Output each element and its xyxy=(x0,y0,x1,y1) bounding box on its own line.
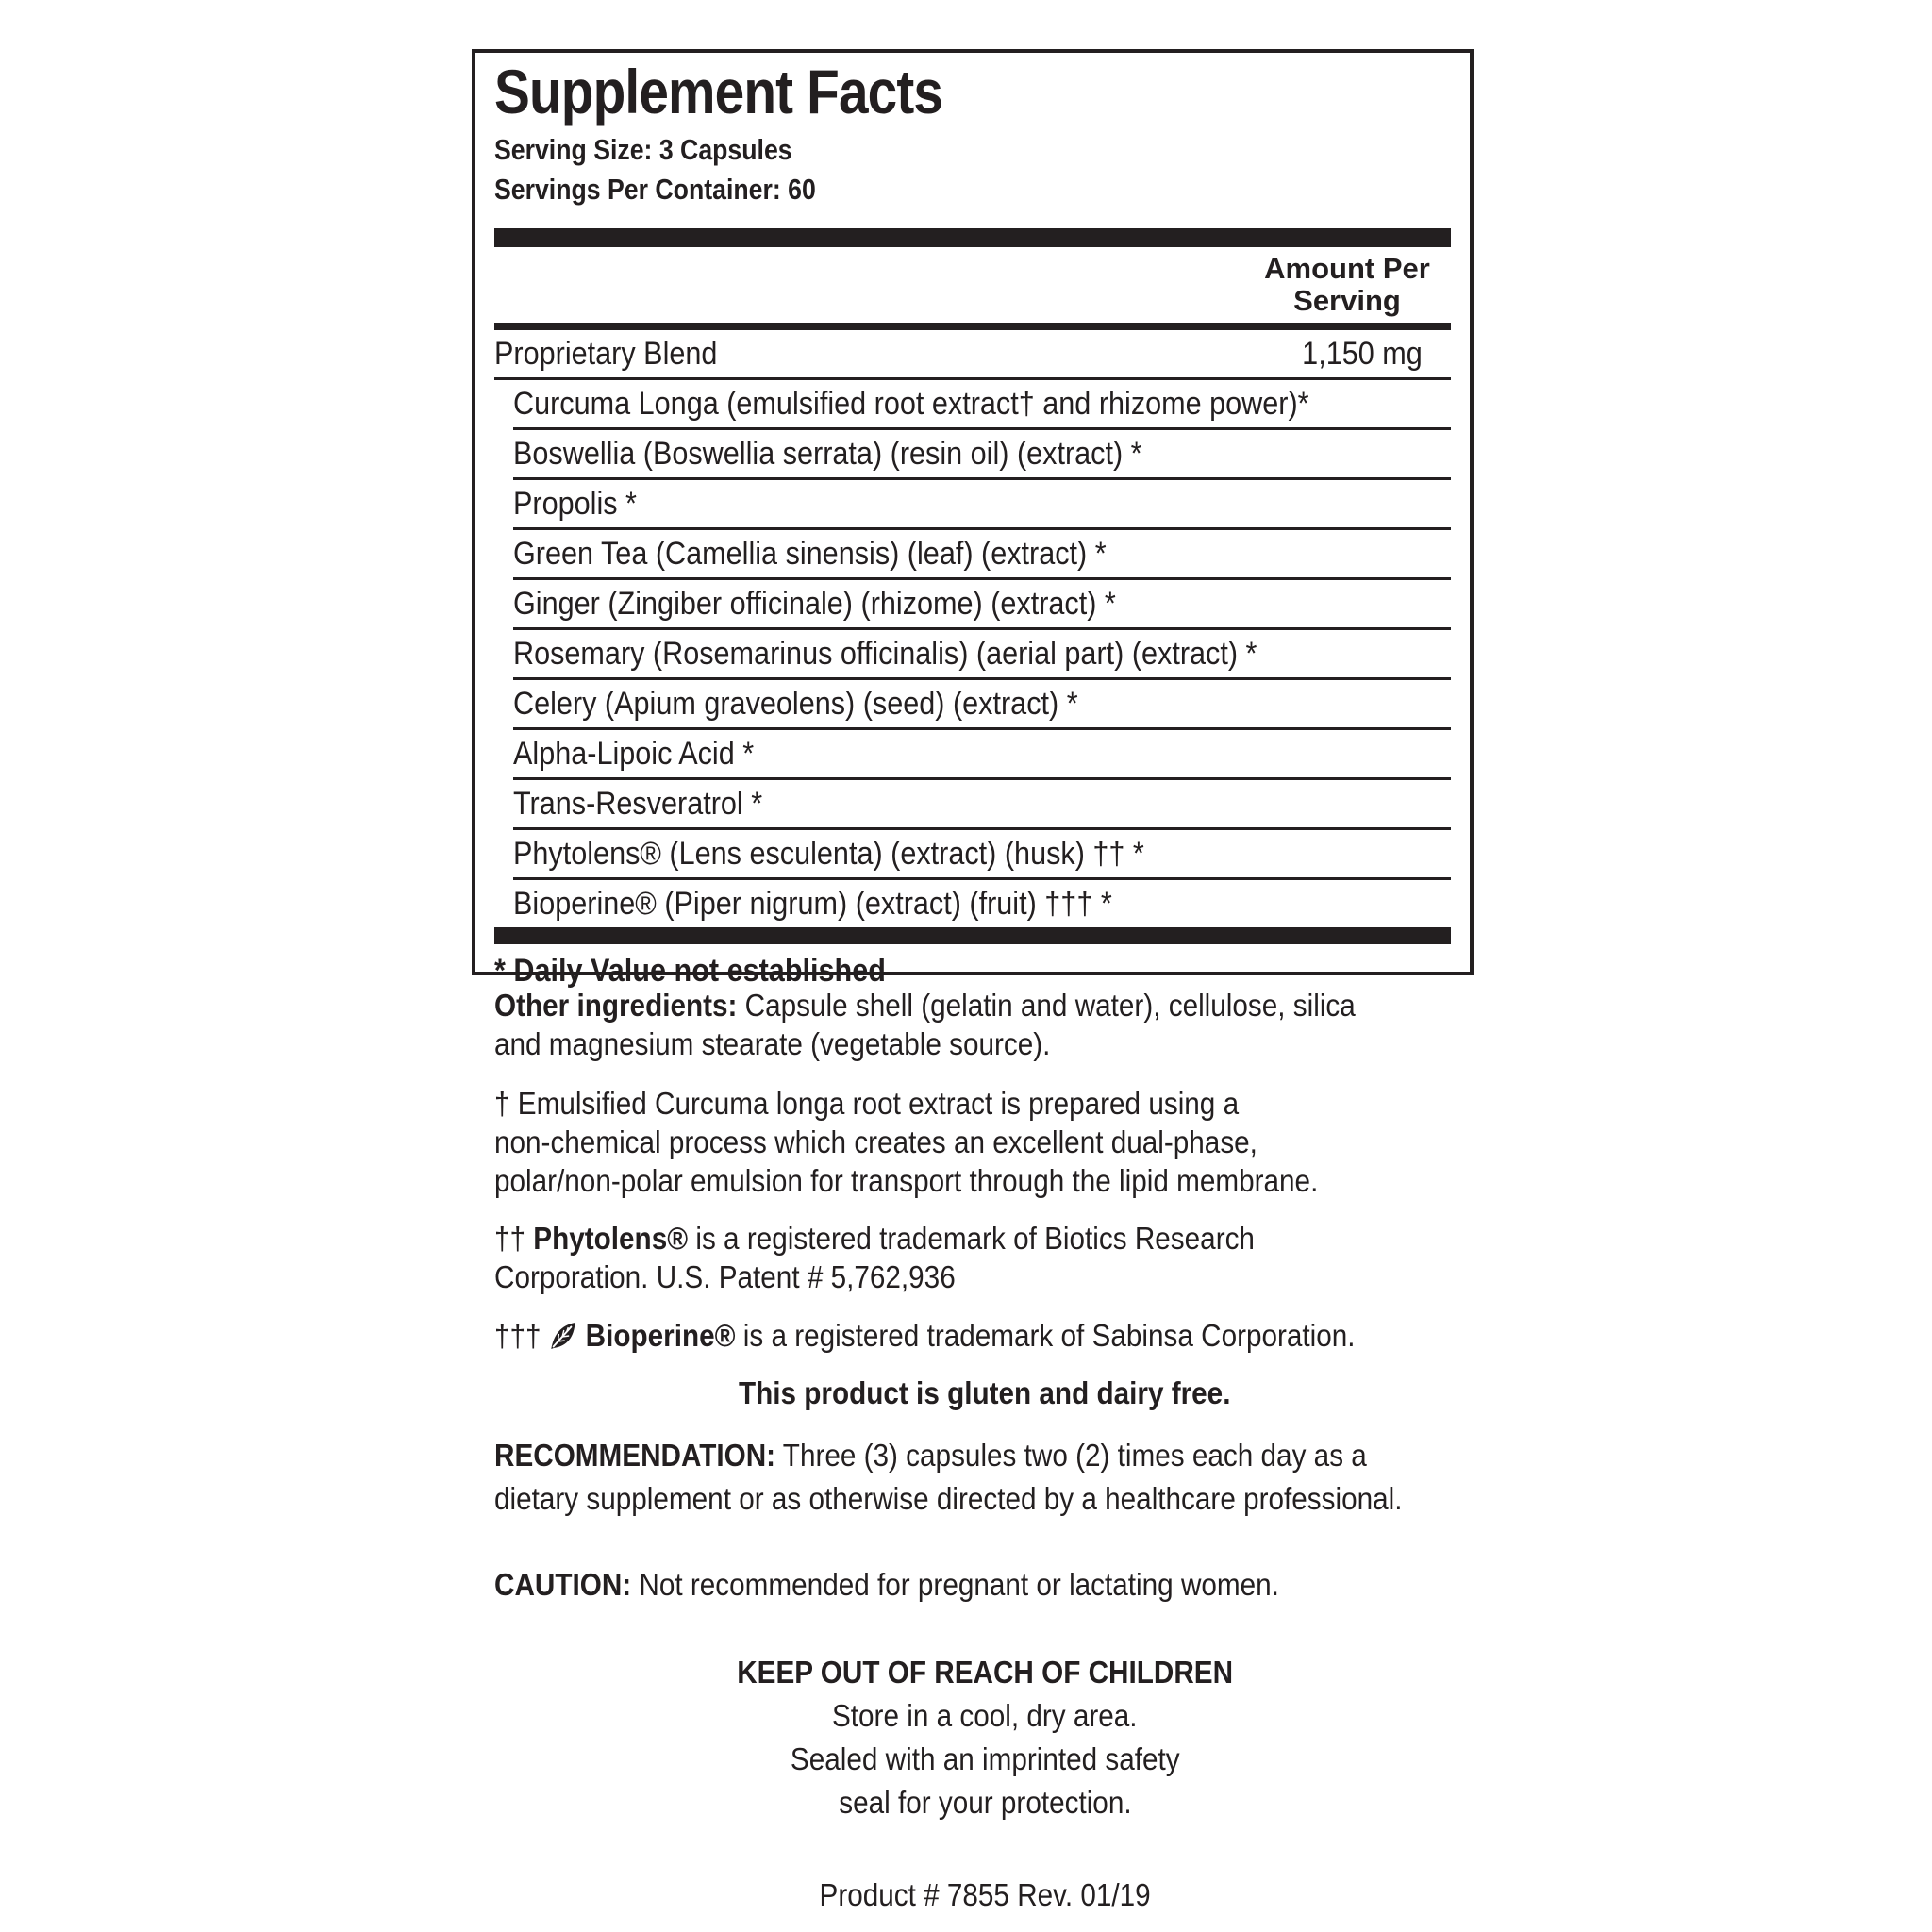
ingredient-row xyxy=(513,630,1451,680)
caution-text: Not recommended for pregnant or lactating women. xyxy=(631,1567,1279,1602)
ingredient-row xyxy=(513,430,1451,480)
recommendation-label: RECOMMENDATION: xyxy=(494,1438,776,1473)
gluten-text: This product is gluten and dairy free. xyxy=(739,1375,1231,1410)
dagger1-line3: polar/non-polar emulsion for transport through the lipid membrane. xyxy=(494,1163,1319,1198)
dagger3-mark: ††† xyxy=(494,1318,549,1353)
blend-amount: 1,150 mg xyxy=(1302,336,1423,372)
other-ingredients xyxy=(494,986,1475,1063)
ingredient-row xyxy=(513,580,1451,630)
dagger-note-3 xyxy=(494,1316,1475,1355)
other-ingredients-line2: and magnesium stearate (vegetable source). xyxy=(494,1026,1051,1061)
recommendation-line2: dietary supplement or as otherwise directed by a healthcare professional. xyxy=(494,1481,1403,1516)
ingredient-row xyxy=(513,480,1451,530)
ingredient-label: Green Tea (Camellia sinensis) (leaf) (extract) * xyxy=(513,536,1107,572)
dagger-note-2 xyxy=(494,1219,1475,1296)
dagger1-line2: non-chemical process which creates an excellent dual-phase, xyxy=(494,1124,1257,1159)
recommendation-line1: Three (3) capsules two (2) times each day as a xyxy=(775,1438,1367,1473)
ingredient-label: Bioperine® (Piper nigrum) (extract) (fruit) ††† * xyxy=(513,886,1112,922)
phytolens-brand: Phytolens® xyxy=(533,1221,689,1256)
dagger3-line1: is a registered trademark of Sabinsa Corporation. xyxy=(735,1318,1356,1353)
amount-header xyxy=(494,247,1451,323)
blend-row xyxy=(494,330,1451,380)
leaf-icon xyxy=(549,1320,578,1352)
serving-size: Serving Size: 3 Capsules xyxy=(494,133,792,166)
ingredient-list xyxy=(494,380,1451,927)
dagger2-mark: †† xyxy=(494,1221,534,1256)
ingredient-label: Ginger (Zingiber officinale) (rhizome) (extract) * xyxy=(513,586,1116,622)
amount-per-text: Amount Per xyxy=(1264,252,1430,285)
storage-block xyxy=(494,1651,1475,1824)
dagger2-line2: Corporation. U.S. Patent # 5,762,936 xyxy=(494,1259,956,1294)
ingredient-row xyxy=(513,530,1451,580)
ingredient-label: Alpha-Lipoic Acid * xyxy=(513,736,755,772)
storage-line3: seal for your protection. xyxy=(838,1785,1132,1820)
supplement-facts-panel xyxy=(472,49,1474,989)
divider-thick xyxy=(494,228,1451,247)
other-ingredients-label: Other ingredients: xyxy=(494,988,738,1023)
ingredient-row xyxy=(513,730,1451,780)
storage-line2: Sealed with an imprinted safety xyxy=(790,1741,1180,1776)
divider-bottom xyxy=(494,927,1451,944)
ingredient-row xyxy=(513,830,1451,880)
gluten-statement xyxy=(494,1374,1475,1412)
keep-out-heading: KEEP OUT OF REACH OF CHILDREN xyxy=(737,1655,1233,1690)
product-text: Product # 7855 Rev. 01/19 xyxy=(819,1877,1151,1912)
ingredient-row xyxy=(513,680,1451,730)
ingredient-label: Curcuma Longa (emulsified root extract† and rhizome power)* xyxy=(513,386,1309,422)
other-ingredients-line1: Capsule shell (gelatin and water), cellulose, silica xyxy=(737,988,1356,1023)
recommendation xyxy=(494,1434,1475,1521)
ingredient-row xyxy=(513,780,1451,830)
storage-line1: Store in a cool, dry area. xyxy=(832,1698,1138,1733)
dagger2-line1: is a registered trademark of Biotics Research xyxy=(688,1221,1255,1256)
bioperine-brand: Bioperine® xyxy=(585,1318,736,1353)
daily-value-note: * Daily Value not established xyxy=(494,953,886,989)
servings-per-container: Servings Per Container: 60 xyxy=(494,173,816,206)
facts-title: Supplement Facts xyxy=(494,57,943,126)
divider-medium xyxy=(494,323,1451,330)
ingredient-label: Boswellia (Boswellia serrata) (resin oil) (extract) * xyxy=(513,436,1142,472)
dagger-note-1 xyxy=(494,1084,1475,1200)
serving-text: Serving xyxy=(1293,284,1401,317)
blend-label: Proprietary Blend xyxy=(494,336,718,372)
caution-label: CAUTION: xyxy=(494,1567,632,1602)
ingredient-row xyxy=(513,380,1451,430)
ingredient-label: Rosemary (Rosemarinus officinalis) (aerial part) (extract) * xyxy=(513,636,1257,672)
ingredient-label: Trans-Resveratrol * xyxy=(513,786,763,822)
ingredient-label: Phytolens® (Lens esculenta) (extract) (husk) †† * xyxy=(513,836,1144,872)
dagger1-line1: † Emulsified Curcuma longa root extract is prepared using a xyxy=(494,1086,1240,1121)
product-number xyxy=(494,1875,1475,1914)
caution xyxy=(494,1565,1475,1604)
ingredient-label: Celery (Apium graveolens) (seed) (extract) * xyxy=(513,686,1078,722)
amount-per-serving-label xyxy=(1253,253,1441,317)
ingredient-label: Propolis * xyxy=(513,486,637,522)
ingredient-row xyxy=(513,880,1451,927)
